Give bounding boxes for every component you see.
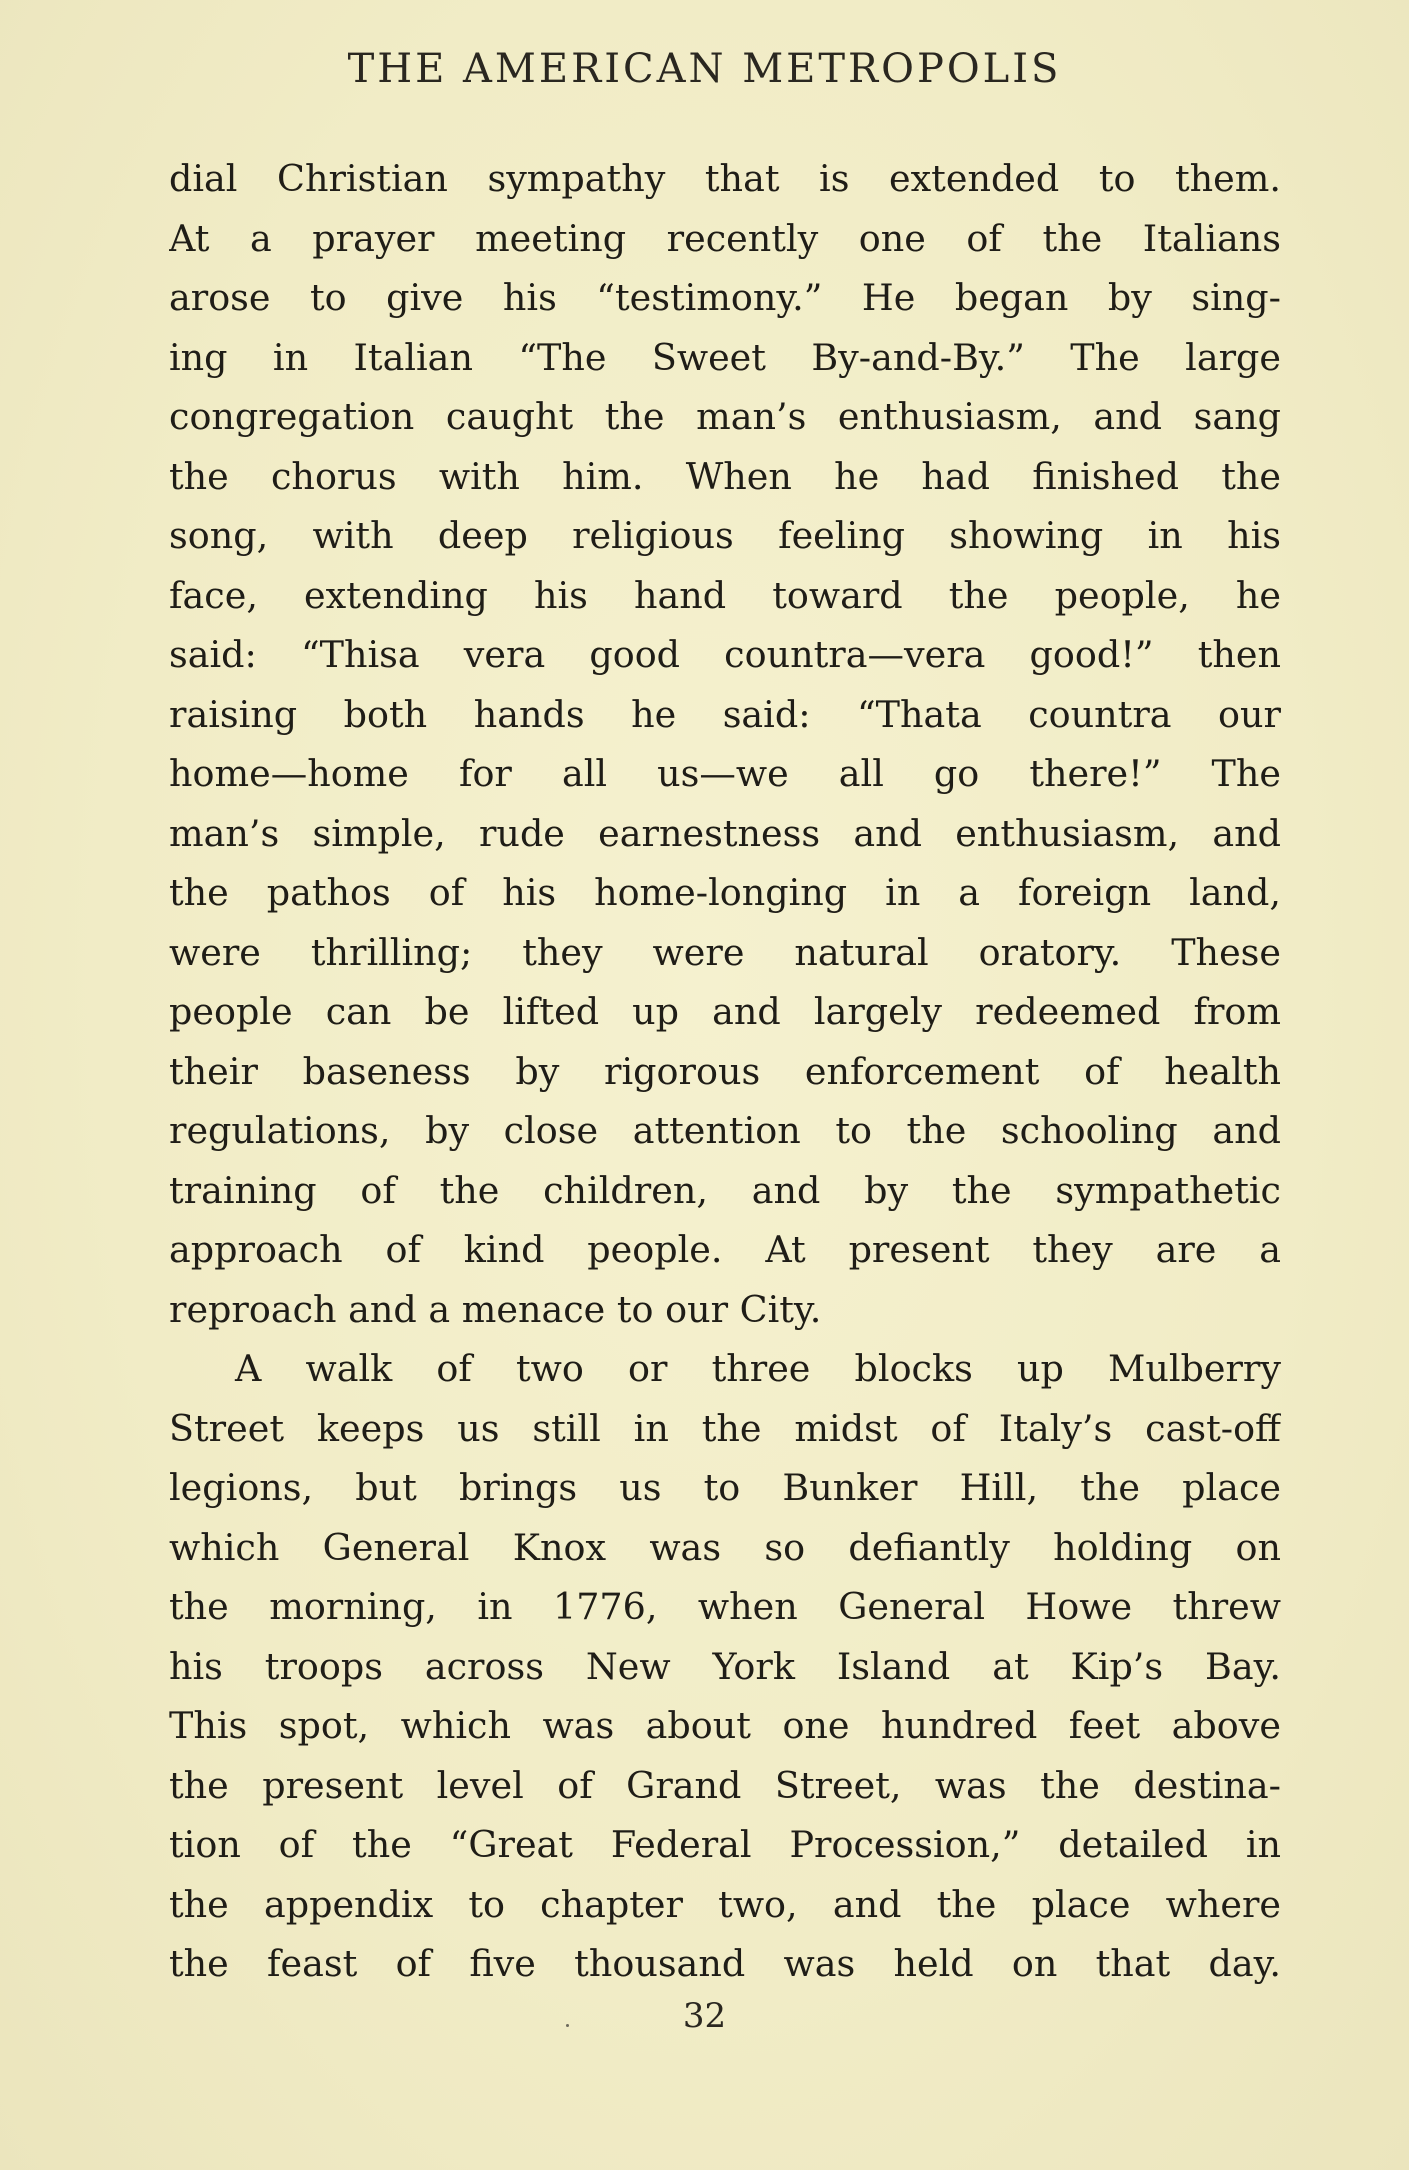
text-line: the feast of five thousand was held on that day. [169,1942,1281,1985]
text-line: This spot, which was about one hundred feet above [169,1704,1281,1747]
text-line: which General Knox was so defiantly holding on [169,1525,1281,1569]
text-line: his troops across New York Island at Kip’s Bay. [169,1644,1281,1688]
text-line: raising both hands he said: “Thata countra our [169,692,1281,736]
text-line: the present level of Grand Street, was the destina- [169,1763,1281,1807]
text-line: arose to give his “testimony.” He began by sing- [169,276,1281,319]
text-line: song, with deep religious feeling showing in his [169,514,1281,557]
text-line: congregation caught the man’s enthusiasm, and sang [169,395,1281,438]
text-line: home—home for all us—we all go there!” The [169,752,1281,795]
text-line: face, extending his hand toward the people, he [169,573,1281,617]
text-line: ing in Italian “The Sweet By-and-By.” The large [169,335,1281,379]
text-line: A walk of two or three blocks up Mulberry [235,1347,1281,1390]
text-line: man’s simple, rude earnestness and enthusiasm, and [169,811,1281,855]
text-line: training of the children, and by the sympathetic [169,1168,1281,1212]
text-line: dial Christian sympathy that is extended to them. [169,157,1281,200]
text-line: the pathos of his home-longing in a foreign land, [169,871,1281,914]
text-line: were thrilling; they were natural oratory. These [169,930,1281,974]
text-line: said: “Thisa vera good countra—vera good!” then [169,633,1281,676]
text-line: approach of kind people. At present they are a [169,1228,1281,1271]
text-line: people can be lifted up and largely redeemed from [169,990,1281,1033]
running-head: THE AMERICAN METROPOLIS [347,46,1062,92]
body-text [169,149,1281,1994]
text-line: their baseness by rigorous enforcement of health [169,1049,1281,1093]
text-line: the morning, in 1776, when General Howe threw [169,1585,1281,1628]
text-line: the appendix to chapter two, and the place where [169,1882,1281,1926]
text-line: reproach and a menace to our City. [169,1287,822,1331]
text-line: tion of the “Great Federal Procession,” detailed in [169,1823,1281,1866]
text-line: Street keeps us still in the midst of Italy’s cast-off [169,1406,1281,1450]
text-line: regulations, by close attention to the schooling and [169,1109,1281,1152]
text-line: the chorus with him. When he had finished the [169,454,1281,498]
page-number: 32 [682,1996,727,2036]
text-line: At a prayer meeting recently one of the Italians [169,216,1281,260]
text-line: legions, but brings us to Bunker Hill, the place [169,1466,1281,1509]
